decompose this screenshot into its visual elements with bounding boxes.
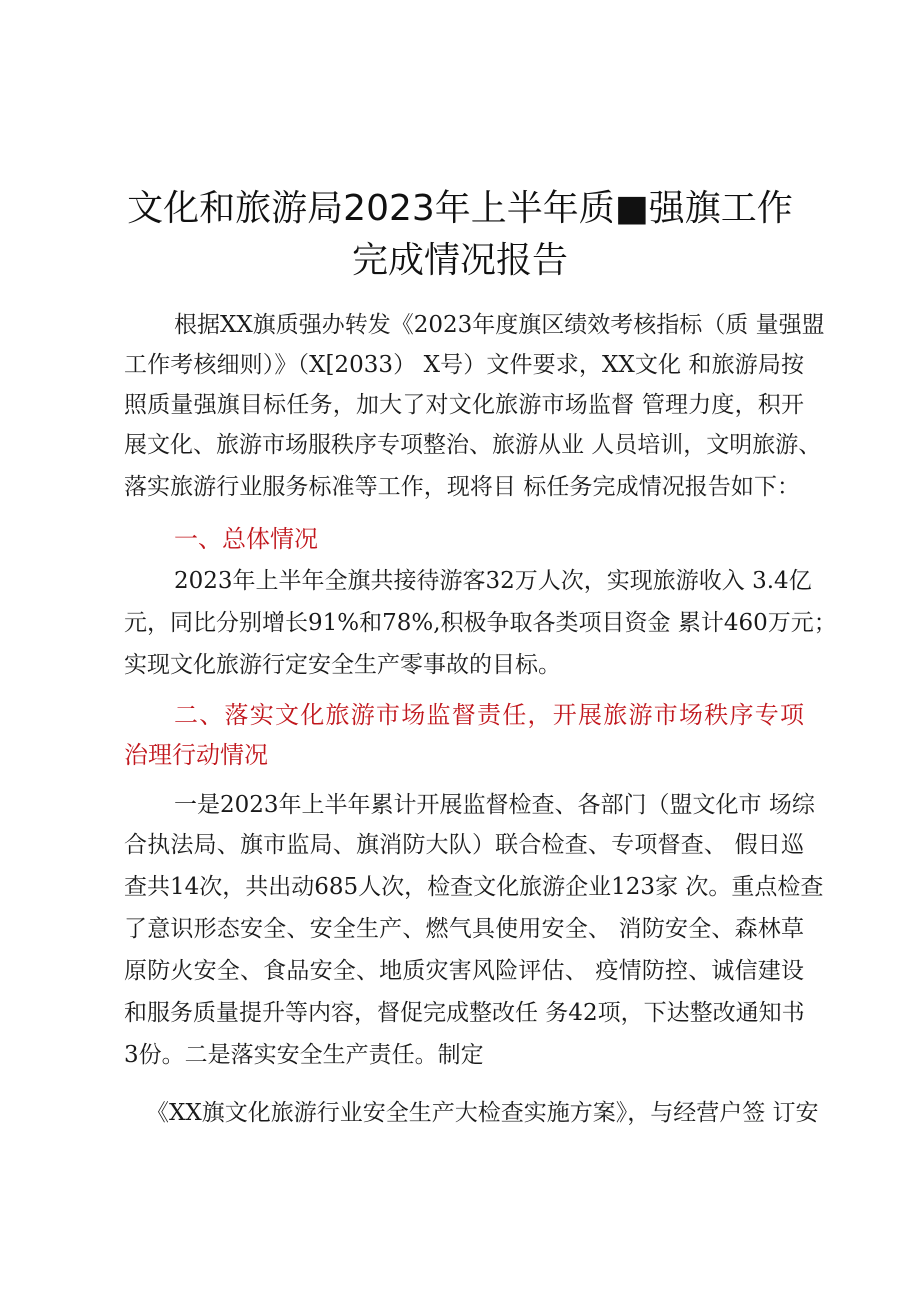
section2-line-5: 原防火安全、食品安全、地质灾害风险评估、 疫情防控、诚信建设	[124, 958, 804, 984]
document-title-line1: 文化和旅游局2023年上半年质■强旗工作	[127, 188, 793, 229]
intro-line-4: 展文化、旅游市场服秩序专项整治、旅游从业 人员培训，文明旅游、	[124, 432, 822, 458]
document-title-line2: 完成情况报告	[351, 240, 568, 281]
section2-line-7: 3份。二是落实安全生产责任。制定	[124, 1042, 484, 1068]
section1-line-1: 2023年上半年全旗共接待游客32万人次，实现旅游收入 3.4亿	[174, 568, 812, 594]
section2-line-3: 查共14次，共出动685人次，检查文化旅游企业123家 次。重点检查	[124, 874, 824, 900]
section2-line-1: 一是2023年上半年累计开展监督检查、各部门（盟文化市 场综	[174, 792, 815, 818]
section2-line-2: 合执法局、旗市监局、旗消防大队）联合检查、专项督查、 假日巡	[124, 832, 804, 858]
intro-line-3: 照质量强旗目标任务，加大了对文化旅游市场监督 管理力度，积开	[124, 392, 804, 418]
intro-line-2: 工作考核细则）》（X[2033） X号）文件要求，XX文化 和旅游局按	[124, 352, 804, 378]
section2-heading-line1: 二、落实文化旅游市场监督责任，开展旅游市场秩序专项	[174, 701, 804, 729]
section1-heading: 一、总体情况	[174, 525, 318, 553]
intro-line-1: 根据XX旗质强办转发《2023年度旗区绩效考核指标（质 量强盟	[174, 312, 825, 338]
section1-line-3: 实现文化旅游行定安全生产零事故的目标。	[124, 652, 561, 678]
section1-line-2: 元，同比分别增长91%和78%,积极争取各类项目资金 累计460万元；	[124, 610, 837, 636]
section2-heading-line2: 治理行动情况	[124, 741, 268, 769]
section2-line-4: 了意识形态安全、安全生产、燃气具使用安全、 消防安全、森林草	[124, 916, 804, 942]
intro-line-5: 落实旅游行业服务标准等工作，现将目 标任务完成情况报告如下：	[124, 474, 800, 500]
section2-line-6: 和服务质量提升等内容，督促完成整改任 务42项，下达整改通知书	[124, 1000, 805, 1026]
section2-line-8: 《XX旗文化旅游行业安全生产大检查实施方案》，与经营户签 订安	[146, 1100, 819, 1126]
